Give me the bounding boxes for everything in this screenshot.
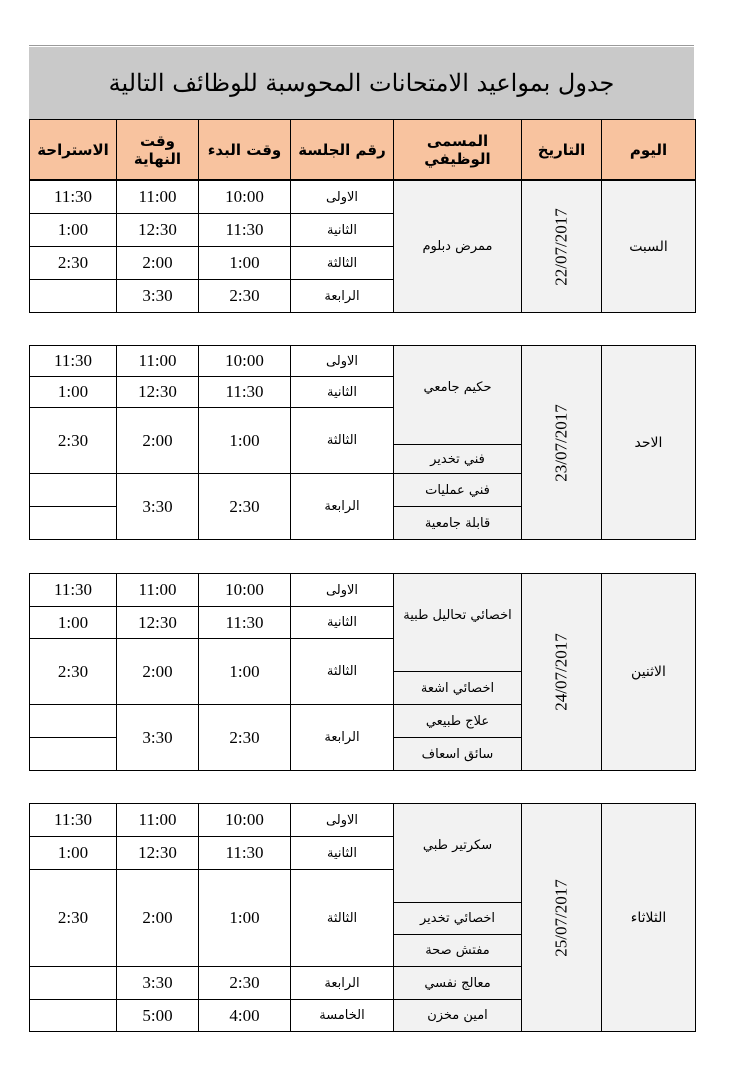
break-cell: 11:30 xyxy=(30,574,117,607)
top-rule xyxy=(29,45,694,46)
session-cell: الرابعة xyxy=(291,474,394,540)
end-cell: 12:30 xyxy=(117,607,199,639)
job-cell: اخصائي اشعة xyxy=(394,672,522,705)
break-cell xyxy=(30,705,117,738)
session-cell: الاولى xyxy=(291,574,394,607)
end-cell: 11:00 xyxy=(117,574,199,607)
end-cell: 11:00 xyxy=(117,181,199,214)
job-cell: ممرض دبلوم xyxy=(394,181,522,313)
start-cell: 4:00 xyxy=(199,1000,291,1032)
job-cell: معالج نفسي xyxy=(394,967,522,1000)
date-cell xyxy=(522,574,602,771)
session-cell: الثانية xyxy=(291,607,394,639)
break-cell xyxy=(30,1000,117,1032)
day-cell: السبت xyxy=(602,181,696,313)
header-table xyxy=(29,119,696,180)
start-cell: 1:00 xyxy=(199,639,291,705)
date-cell xyxy=(522,804,602,1032)
job-cell: سكرتير طبي xyxy=(394,804,522,903)
start-cell: 2:30 xyxy=(199,967,291,1000)
break-cell xyxy=(30,280,117,313)
break-cell: 1:00 xyxy=(30,377,117,408)
session-cell: الاولى xyxy=(291,181,394,214)
session-cell: الثانية xyxy=(291,837,394,870)
session-cell: الثانية xyxy=(291,377,394,408)
start-cell: 10:00 xyxy=(199,181,291,214)
session-cell: الثانية xyxy=(291,214,394,247)
date-text: 24/07/2017 xyxy=(551,633,571,711)
start-cell: 10:00 xyxy=(199,574,291,607)
break-cell: 1:00 xyxy=(30,607,117,639)
job-cell: اخصائي تحاليل طبية xyxy=(394,574,522,672)
end-cell: 2:00 xyxy=(117,870,199,967)
break-cell: 2:30 xyxy=(30,870,117,967)
end-cell: 2:00 xyxy=(117,247,199,280)
session-cell: الثالثة xyxy=(291,247,394,280)
end-cell: 5:00 xyxy=(117,1000,199,1032)
start-cell: 2:30 xyxy=(199,280,291,313)
page-title: جدول بمواعيد الامتحانات المحوسبة للوظائف التالية xyxy=(29,47,694,119)
date-cell xyxy=(522,181,602,313)
end-cell: 12:30 xyxy=(117,214,199,247)
date-text: 22/07/2017 xyxy=(551,207,571,286)
break-cell: 2:30 xyxy=(30,247,117,280)
session-cell: الرابعة xyxy=(291,967,394,1000)
break-cell: 2:30 xyxy=(30,639,117,705)
job-cell: فني عمليات xyxy=(394,474,522,507)
header-date: التاريخ xyxy=(522,120,602,180)
start-cell: 1:00 xyxy=(199,870,291,967)
session-cell: الاولى xyxy=(291,804,394,837)
end-cell: 3:30 xyxy=(117,280,199,313)
session-cell: الاولى xyxy=(291,346,394,377)
day-cell: الاحد xyxy=(602,346,696,540)
job-cell: سائق اسعاف xyxy=(394,738,522,771)
header-job: المسمى الوظيفي xyxy=(394,120,522,180)
date-text: 23/07/2017 xyxy=(551,403,571,482)
schedule-block-tuesday xyxy=(29,803,696,1032)
end-cell: 3:30 xyxy=(117,967,199,1000)
schedule-block-monday xyxy=(29,573,696,771)
break-cell: 1:00 xyxy=(30,837,117,870)
session-cell: الرابعة xyxy=(291,705,394,771)
start-cell: 11:30 xyxy=(199,214,291,247)
break-cell xyxy=(30,738,117,771)
job-cell: فني تخدير xyxy=(394,445,522,474)
break-cell: 11:30 xyxy=(30,181,117,214)
break-cell xyxy=(30,507,117,540)
start-cell: 10:00 xyxy=(199,804,291,837)
break-cell: 11:30 xyxy=(30,346,117,377)
start-cell: 11:30 xyxy=(199,377,291,408)
header-day: اليوم xyxy=(602,120,696,180)
session-cell: الثالثة xyxy=(291,408,394,474)
job-cell: قابلة جامعية xyxy=(394,507,522,540)
job-cell: امين مخزن xyxy=(394,1000,522,1032)
day-cell: الثلاثاء xyxy=(602,804,696,1032)
start-cell: 2:30 xyxy=(199,705,291,771)
break-cell xyxy=(30,474,117,507)
session-cell: الخامسة xyxy=(291,1000,394,1032)
header-break: الاستراحة xyxy=(30,120,117,180)
header-session: رقم الجلسة xyxy=(291,120,394,180)
end-cell: 12:30 xyxy=(117,377,199,408)
job-cell: علاج طبيعي xyxy=(394,705,522,738)
schedule-block-sunday xyxy=(29,345,696,540)
end-cell: 3:30 xyxy=(117,474,199,540)
end-cell: 2:00 xyxy=(117,639,199,705)
job-cell: اخصائي تخدير xyxy=(394,903,522,935)
job-cell: حكيم جامعي xyxy=(394,346,522,445)
schedule-block-saturday xyxy=(29,180,696,313)
date-cell xyxy=(522,346,602,540)
break-cell: 1:00 xyxy=(30,214,117,247)
header-end: وقت النهاية xyxy=(117,120,199,180)
session-cell: الثالثة xyxy=(291,870,394,967)
start-cell: 11:30 xyxy=(199,607,291,639)
start-cell: 1:00 xyxy=(199,408,291,474)
start-cell: 1:00 xyxy=(199,247,291,280)
break-cell: 2:30 xyxy=(30,408,117,474)
session-cell: الثالثة xyxy=(291,639,394,705)
break-cell: 11:30 xyxy=(30,804,117,837)
start-cell: 11:30 xyxy=(199,837,291,870)
start-cell: 10:00 xyxy=(199,346,291,377)
start-cell: 2:30 xyxy=(199,474,291,540)
end-cell: 3:30 xyxy=(117,705,199,771)
date-text: 25/07/2017 xyxy=(551,878,571,957)
day-cell: الاثنين xyxy=(602,574,696,771)
end-cell: 11:00 xyxy=(117,804,199,837)
session-cell: الرابعة xyxy=(291,280,394,313)
end-cell: 11:00 xyxy=(117,346,199,377)
job-cell: مفتش صحة xyxy=(394,935,522,967)
break-cell xyxy=(30,967,117,1000)
end-cell: 2:00 xyxy=(117,408,199,474)
header-start: وقت البدء xyxy=(199,120,291,180)
end-cell: 12:30 xyxy=(117,837,199,870)
